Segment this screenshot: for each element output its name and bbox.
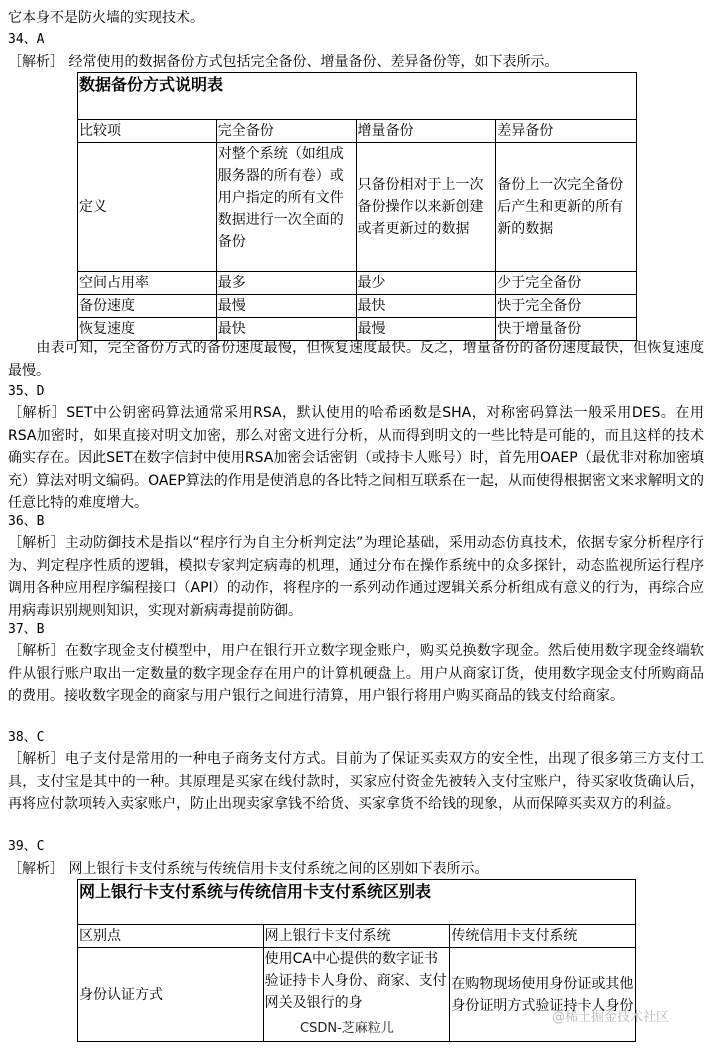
- payment-table-title: 网上银行卡支付系统与传统信用卡支付系统区别表: [78, 880, 636, 925]
- payment-auth-traditional: 在购物现场使用身份证或其他身份证明方式验证持卡人身份: [450, 948, 636, 1042]
- backup-space-differential: 少于完全备份: [496, 272, 637, 295]
- juejin-watermark: @稀土掘金技术社区: [552, 1010, 670, 1025]
- backup-table-title: 数据备份方式说明表: [78, 73, 637, 120]
- backup-definition-differential: 备份上一次完全备份后产生和更新的所有新的数据: [496, 143, 637, 272]
- analysis-34: ［解析］ 经常使用的数据备份方式包括完全备份、增量备份、差异备份等，如下表所示。: [8, 54, 559, 70]
- backup-row-label-restore: 恢复速度: [78, 318, 217, 341]
- backup-row-label-definition: 定义: [78, 143, 217, 272]
- payment-header-point: 区别点: [78, 925, 264, 948]
- analysis-38: ［解析］电子支付是常用的一种电子商务支付方式。目前为了保证买卖双方的安全性，出现了很多第三方支付工具，支付宝是其中的一种。其原理是买家在线付款时，买家应付资金先被转入支付宝账户，待买家收货确认后，再将应付款项转入卖家账户，防止出现卖家拿钱不给货、买家拿货不给钱的现象，从而保障买卖双方的利益。: [8, 751, 704, 813]
- payment-auth-online: 使用CA中心提供的数字证书验证持卡人身份、商家、支付网关及银行的身: [263, 948, 450, 1042]
- backup-space-full: 最多: [216, 272, 356, 295]
- payment-header-online: 网上银行卡支付系统: [263, 925, 450, 948]
- csdn-watermark: CSDN-芝麻粒儿: [300, 1021, 394, 1036]
- backup-header-item: 比较项: [78, 120, 217, 143]
- backup-restore-differential: 快于增量备份: [496, 318, 637, 341]
- analysis-39: ［解析］ 网上银行卡支付系统与传统信用卡支付系统之间的区别如下表所示。: [8, 861, 489, 877]
- backup-header-full: 完全备份: [216, 120, 356, 143]
- backup-row-label-space: 空间占用率: [78, 272, 217, 295]
- analysis-37: ［解析］在数字现金支付模型中，用户在银行开立数字现金账户，购买兑换数字现金。然后使用数字现金终端软件从银行账户取出一定数量的数字现金存在用户的计算机硬盘上。用户从商家订货，使用数字现金支付所购商品的费用。接收数字现金的商家与用户银行之间进行清算，用户银行将用户购买商品的钱支付给商家。: [8, 643, 704, 705]
- backup-restore-incremental: 最慢: [356, 318, 496, 341]
- payment-row-label-auth: 身份认证方式: [78, 948, 264, 1042]
- backup-definition-full: 对整个系统（如组成服务器的所有卷）或用户指定的所有文件数据进行一次全面的备份: [216, 143, 356, 272]
- answer-35: 35、D: [8, 384, 45, 399]
- answer-34: 34、A: [8, 32, 45, 47]
- backup-summary: 由表可知，完全备份方式的备份速度最慢，但恢复速度最快。反之，增量备份的备份速度最快，但恢复速度最慢。: [8, 340, 704, 379]
- answer-39: 39、C: [8, 839, 45, 854]
- answer-38: 38、C: [8, 730, 45, 745]
- backup-speed-differential: 快于完全备份: [496, 295, 637, 318]
- backup-header-differential: 差异备份: [496, 120, 637, 143]
- intro-line: 它本身不是防火墙的实现技术。: [8, 10, 204, 26]
- analysis-36: ［解析］主动防御技术是指以“程序行为自主分析判定法”为理论基础，采用动态仿真技术，依据专家分析程序行为、判定程序性质的逻辑，模拟专家判定病毒的机理，通过分布在操作系统中的众多探针，动态监视所运行程序调用各种应用程序编程接口（API）的动作，将程序的一系列动作通过逻辑关系分析组成有意义的行为，再综合应用病毒识别规则知识，实现对新病毒提前防御。: [8, 535, 704, 619]
- backup-row-label-speed: 备份速度: [78, 295, 217, 318]
- analysis-35: ［解析］SET中公钥密码算法通常采用RSA，默认使用的哈希函数是SHA，对称密码算法一般采用DES。在用RSA加密时，如果直接对明文加密，那么对密文进行分析，从而得到明文的一些比特是可能的，而且这样的技术确实存在。因此SET在数字信封中使用RSA加密会话密钥（或持卡人账号）时，首先用OAEP（最优非对称加密填充）算法对明文编码。OAEP算法的作用是使消息的各比特之间相互联系在一起，从而使得根据密文来求解明文的任意比特的难度增大。: [8, 405, 704, 512]
- backup-methods-table: [77, 72, 637, 341]
- backup-definition-incremental: 只备份相对于上一次备份操作以来新创建或者更新过的数据: [356, 143, 496, 272]
- payment-header-traditional: 传统信用卡支付系统: [450, 925, 636, 948]
- backup-space-incremental: 最少: [356, 272, 496, 295]
- answer-37: 37、B: [8, 622, 45, 637]
- backup-speed-incremental: 最快: [356, 295, 496, 318]
- backup-header-incremental: 增量备份: [356, 120, 496, 143]
- answer-36: 36、B: [8, 514, 45, 529]
- backup-speed-full: 最慢: [216, 295, 356, 318]
- backup-restore-full: 最快: [216, 318, 356, 341]
